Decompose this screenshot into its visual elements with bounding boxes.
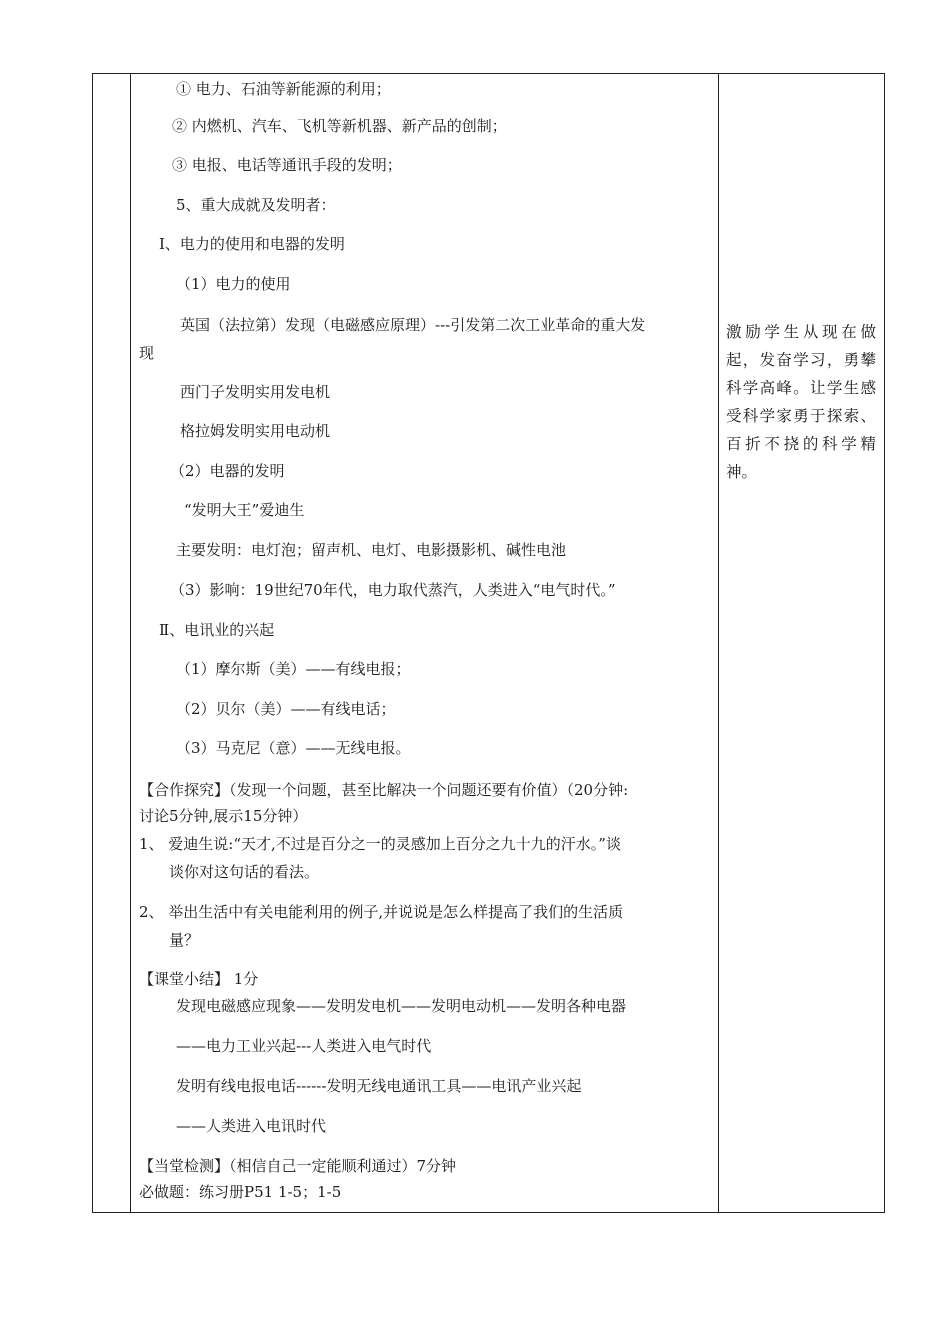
text-line: 谈你对这句话的看法。 <box>169 863 320 881</box>
text-line: ——人类进入电讯时代 <box>176 1117 327 1135</box>
text-line: ——电力工业兴起---人类进入电气时代 <box>176 1037 432 1055</box>
question-item: 2、 举出生活中有关电能利用的例子,并说说是怎么样提高了我们的生活质 <box>139 903 624 921</box>
side-note: 激励学生从现在做起，发奋学习，勇攀科学高峰。让学生感受科学家勇于探索、百折不挠的科学精神。 <box>726 323 876 481</box>
text-line: （2）贝尔（美）——有线电话； <box>176 700 396 718</box>
text-line: 英国（法拉第）发现（电磁感应原理）---引发第二次工业革命的重大发 <box>180 316 646 334</box>
question-item: 1、 爱迪生说:“天才,不过是百分之一的灵感加上百分之九十九的汗水。”谈 <box>139 835 621 853</box>
text-line: ② 内燃机、汽车、飞机等新机器、新产品的创制； <box>172 117 507 135</box>
section-heading: 【当堂检测】（相信自己一定能顺利通过）7分钟 <box>139 1157 457 1175</box>
section-heading: Ⅱ、电讯业的兴起 <box>159 621 275 639</box>
text-line: ③ 电报、电话等通讯手段的发明； <box>172 156 402 174</box>
text-line: 主要发明：电灯泡；留声机、电灯、电影摄影机、碱性电池 <box>176 541 567 559</box>
section-heading: 【课堂小结】 1分 <box>139 970 259 988</box>
column-divider-left <box>130 74 131 1212</box>
text-line: 发明有线电报电话------发明无线电通讯工具——电讯产业兴起 <box>176 1077 582 1095</box>
text-line: （3）影响：19世纪70年代，电力取代蒸汽，人类进入“电气时代。” <box>170 581 616 599</box>
text-line: （1）摩尔斯（美）——有线电报； <box>176 660 411 678</box>
text-line: 西门子发明实用发电机 <box>180 383 331 401</box>
text-line: 量？ <box>169 931 200 949</box>
section-heading: 5、重大成就及发明者： <box>176 196 336 214</box>
section-heading: 【合作探究】（发现一个问题，甚至比解决一个问题还要有价值）（20分钟: <box>139 781 629 799</box>
text-line: 讨论5分钟,展示15分钟） <box>139 807 308 825</box>
section-heading: Ⅰ、电力的使用和电器的发明 <box>159 235 345 253</box>
subsection-heading: （2）电器的发明 <box>170 462 285 480</box>
text-line: ① 电力、石油等新能源的利用； <box>176 80 391 98</box>
text-line: 发现电磁感应现象——发明发电机——发明电动机——发明各种电器 <box>176 997 627 1015</box>
subsection-heading: （1）电力的使用 <box>176 275 291 293</box>
text-line: 现 <box>139 344 155 362</box>
lesson-table <box>92 73 885 1213</box>
text-line: 必做题：练习册P51 1-5；1-5 <box>139 1183 342 1201</box>
text-line: “发明大王”爱迪生 <box>184 501 305 519</box>
text-line: （3）马克尼（意）——无线电报。 <box>176 739 411 757</box>
column-divider-right <box>718 74 719 1212</box>
text-line: 格拉姆发明实用电动机 <box>180 422 331 440</box>
